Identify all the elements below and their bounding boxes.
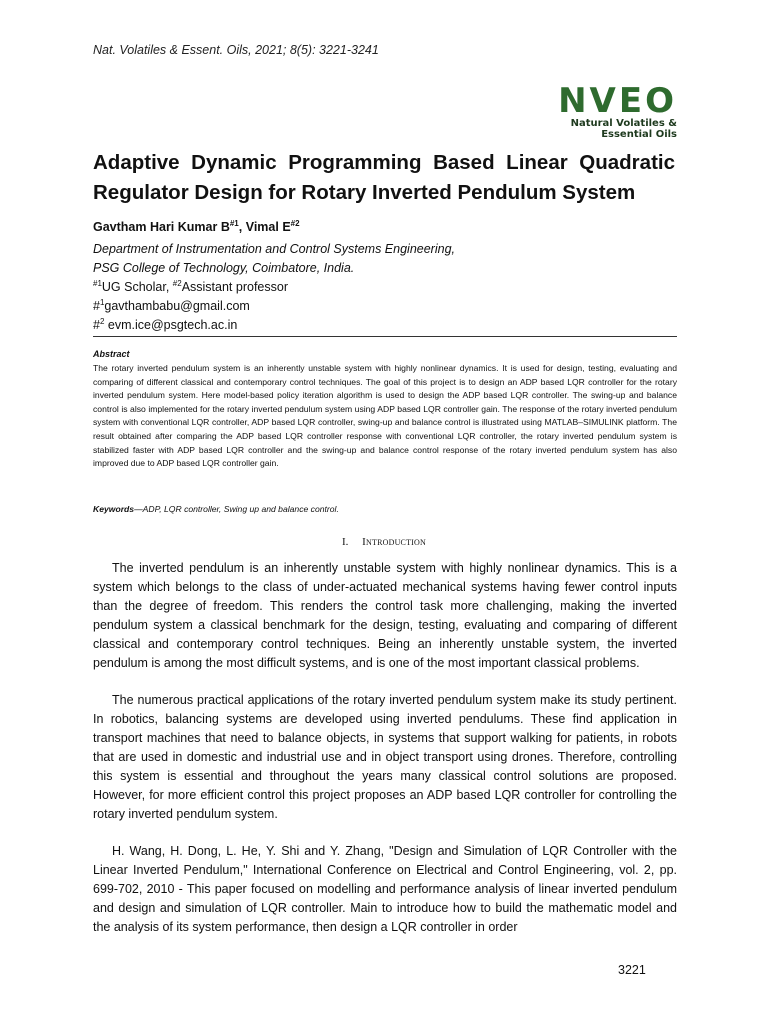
paper-title (93, 148, 675, 208)
section-number: I. (341, 536, 349, 548)
section-heading (0, 536, 768, 548)
author-roles (93, 278, 288, 297)
journal-reference: Nat. Volatiles & Essent. Oils, 2021; 8(5): 3221-3241 (93, 43, 379, 57)
role-2-mark: #2 (172, 278, 182, 288)
email-1-line (93, 297, 250, 316)
email-1[interactable]: gavthambabu@gmail.com (104, 299, 250, 313)
keywords-label: Keywords (93, 504, 135, 514)
paragraph-3: H. Wang, H. Dong, L. He, Y. Shi and Y. Zhang, "Design and Simulation of LQR Controller with the Linear Inverted Pendulum," International Conference on Electrical and Control Engineering, vol. 2, pp. 699-702, 2010 - This paper focused on modelling and performance analysis of linear inverted pendulum and design and simulation of LQR controller. Main to introduce how to build the mathematic model and the analysis of its system performance, then design a LQR controller in order (93, 844, 677, 934)
abstract-body: The rotary inverted pendulum system is an inherently unstable system with highly nonlinear dynamics. It is used for design, testing, evaluating and comparing of different classical and contemporary control techniques. The goal of this project is to design an ADP based LQR controller for the rotary inverted pendulum system. Here model-based policy iteration algorithm is used to design the ADP based LQR controller. The swing-up and balance control is also implemented for the rotary inverted pendulum system using ADP based LQR controller gain. The response of the rotary inverted pendulum system with conventional LQR controller, ADP based LQR controller, swing-up and balance control is illustrated using MATLAB–SIMULINK platform. The result obtained after comparing the ADP based LQR controller response with conventional LQR controller, the rotary inverted pendulum system is stabilized faster with ADP based LQR controller and the swing-up and balance control response of the rotary inverted pendulum system has also improved due to ADP based LQR controller gain. (93, 363, 677, 469)
keywords-line (93, 504, 339, 514)
header-divider (93, 336, 677, 337)
college: PSG College of Technology, Coimbatore, India. (93, 261, 355, 275)
journal-logo (545, 81, 677, 140)
title-line-1: Adaptive Dynamic Programming Based Linear Quadratic (93, 151, 675, 174)
email-2-line (93, 316, 237, 335)
paragraph-1: The inverted pendulum is an inherently unstable system with highly nonlinear dynamics. This is a system which belongs to the class of under-actuated mechanical systems having fewer control inputs than the degree of freedom. This renders the control task more challenging, making the inverted pendulum system a classical benchmark for the design, testing, evaluating and comparing of different classical and contemporary control techniques. Being an inherently unstable system, the inverted pendulum is among the most difficult systems, and is one of the most important classical problems. (93, 561, 677, 670)
role-2: Assistant professor (181, 280, 288, 294)
role-1: UG Scholar, (101, 280, 173, 294)
title-line-2: Regulator Design for Rotary Inverted Pendulum System (93, 181, 636, 204)
department: Department of Instrumentation and Control Systems Engineering, (93, 242, 455, 256)
email-2-prefix: # (93, 318, 100, 332)
author-1: Gavtham Hari Kumar B (93, 220, 230, 234)
email-1-prefix: # (93, 299, 100, 313)
author-separator: , (238, 220, 246, 234)
author-2: Vimal E (245, 220, 291, 234)
section-title: Introduction (362, 536, 426, 548)
author-2-mark: #2 (290, 218, 300, 228)
page-number: 3221 (618, 963, 646, 977)
paragraph-2: The numerous practical applications of the rotary inverted pendulum system make its study pertinent. In robotics, balancing systems are developed using inverted pendulums. These find application in transport machines that need to balance objects, in systems that support walking for patients, in robots that are used in domestic and industrial use and in object transport using drones. Therefore, controlling this system is essential and throughout the years many classical control solutions are proposed. However, for more efficient control this project proposes an ADP based LQR controller for controlling the rotary inverted pendulum system. (93, 693, 677, 821)
author-1-mark: #1 (229, 218, 239, 228)
email-2[interactable]: evm.ice@psgtech.ac.in (104, 318, 238, 332)
logo-wordmark: NVEO (558, 81, 677, 121)
email-2-mark: 2 (99, 316, 105, 326)
author-list (93, 220, 300, 234)
logo-subtitle-2: Essential Oils (601, 129, 677, 140)
role-1-mark: #1 (93, 278, 102, 288)
logo-subtitle-1: Natural Volatiles & (570, 118, 677, 129)
email-1-mark: 1 (99, 297, 105, 307)
keywords-text: —ADP, LQR controller, Swing up and balance control. (134, 504, 339, 514)
abstract-heading: Abstract (93, 349, 130, 359)
